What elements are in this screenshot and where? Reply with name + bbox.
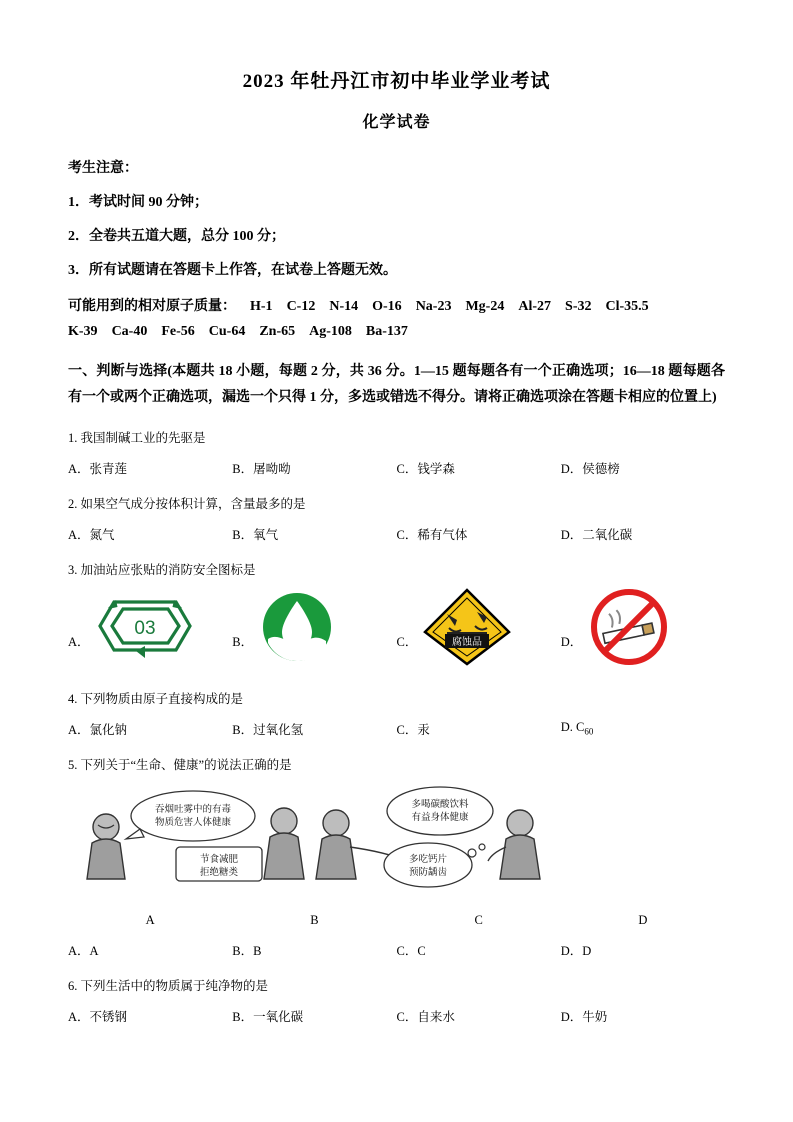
q5-option-b[interactable]: B．B: [232, 943, 262, 958]
svg-text:拒绝糖类: 拒绝糖类: [199, 866, 239, 878]
q5-figure-label-d: D: [638, 912, 648, 927]
svg-text:多喝碳酸饮料: 多喝碳酸饮料: [411, 798, 469, 810]
notice-item-3: 3．所有试题请在答题卡上作答，在试卷上答题无效。: [68, 263, 397, 278]
atomic-mass-1: C-12: [286, 299, 316, 314]
atomic-mass-15: Ba-137: [365, 323, 408, 339]
section-one-heading: 一、判断与选择(本题共 18 小题，每题 2 分，共 36 分。1—15 题每题各有一个正确选项；16—18 题每题各有一个或两个正确选项，漏选一个只得 1 分，多选或错选不得分。请将正确选项涂在答题卡相应的位置上): [68, 364, 725, 405]
atomic-mass-label: 可能用到的相对原子质量：: [68, 299, 236, 314]
q4-option-d[interactable]: D. $C_{60}$: [560, 719, 594, 737]
q3-option-d[interactable]: [561, 584, 725, 670]
q5-figure-label-b: B: [310, 912, 319, 927]
atomic-mass-2: N-14: [329, 299, 359, 314]
figure-person-d: [488, 810, 540, 879]
q5-figure-label-a: A: [145, 912, 155, 927]
page-subtitle: 化学试卷: [362, 114, 431, 131]
q5-option-d[interactable]: D．D: [560, 943, 592, 958]
speech-bubble-c: [387, 787, 493, 835]
q4-option-d-subscript: 60: [584, 726, 594, 737]
svg-text:吞烟吐雾中的有毒: 吞烟吐雾中的有毒: [154, 803, 232, 815]
q6-option-c[interactable]: C．自来水: [396, 1009, 455, 1024]
q4-option-a[interactable]: A．氯化钠: [68, 722, 128, 737]
question-6-options: [68, 1007, 725, 1025]
atomic-mass-9: K-39: [68, 323, 98, 339]
question-2-stem: 2. 如果空气成分按体积计算，含量最多的是: [68, 496, 306, 511]
question-3-options: [68, 582, 725, 672]
q5-option-a[interactable]: A．A: [68, 943, 99, 958]
q3-option-d-label: D．: [560, 634, 583, 649]
q6-option-b[interactable]: B．一氧化碳: [232, 1009, 304, 1024]
q4-option-c[interactable]: C．汞: [396, 722, 430, 737]
q6-option-d[interactable]: D．牛奶: [560, 1009, 608, 1024]
q1-option-a[interactable]: A．张青莲: [68, 461, 128, 476]
q2-option-b[interactable]: B．氧气: [232, 527, 279, 542]
q3-option-b[interactable]: [232, 587, 396, 667]
question-4-options: [68, 720, 725, 738]
speech-bubble-d: [384, 843, 485, 887]
q1-option-b[interactable]: B．屠呦呦: [232, 461, 291, 476]
speech-bubble-a: [126, 791, 255, 841]
q6-option-a[interactable]: A．不锈钢: [68, 1009, 128, 1024]
atomic-mass-7: S-32: [565, 299, 592, 314]
atomic-mass-8: Cl-35.5: [605, 299, 649, 314]
atomic-mass-13: Zn-65: [259, 323, 296, 339]
recycle-icon-text: 03: [134, 617, 156, 639]
atomic-mass-6: Al-27: [518, 299, 552, 314]
atomic-mass-14: Ag-108: [309, 323, 352, 339]
speech-bubble-b: [176, 847, 262, 881]
atomic-mass-block: [68, 295, 725, 344]
q3-option-b-label: B．: [232, 634, 254, 649]
question-5-stem: 5. 下列关于“生命、健康”的说法正确的是: [68, 757, 292, 772]
water-drop-icon: [254, 587, 340, 667]
recycle-03-icon: [90, 588, 200, 666]
question-5-options: [68, 941, 725, 959]
notice-item-2: 2．全卷共五道大题，总分 100 分；: [68, 229, 285, 244]
no-smoking-icon: [583, 584, 675, 670]
q3-option-c[interactable]: [397, 584, 561, 670]
svg-text:节食减肥: 节食减肥: [199, 853, 239, 865]
q1-option-c[interactable]: C．钱学森: [396, 461, 455, 476]
atomic-mass-11: Fe-56: [161, 323, 195, 339]
q2-option-d[interactable]: D．二氧化碳: [560, 527, 633, 542]
figure-person-b: [264, 808, 304, 879]
atomic-mass-12: Cu-64: [208, 323, 246, 339]
question-6-stem: 6. 下列生活中的物质属于纯净物的是: [68, 978, 269, 993]
question-5-figure-labels: [68, 913, 725, 928]
q3-option-a[interactable]: [68, 588, 232, 666]
corrosive-icon-text: 腐蚀品: [451, 636, 482, 648]
q1-option-d[interactable]: D．侯德榜: [560, 461, 620, 476]
q2-option-c[interactable]: C．稀有气体: [396, 527, 468, 542]
svg-text:有益身体健康: 有益身体健康: [411, 811, 469, 823]
corrosive-warning-icon: [419, 584, 515, 670]
atomic-mass-0: H-1: [250, 299, 273, 314]
q5-option-c[interactable]: C．C: [396, 943, 426, 958]
question-5-figure: [68, 781, 725, 911]
q5-figure-label-c: C: [474, 912, 483, 927]
svg-text:预防龋齿: 预防龋齿: [408, 866, 448, 878]
question-2-options: [68, 525, 725, 543]
page-title: 2023 年牡丹江市初中毕业学业考试: [242, 71, 551, 92]
atomic-mass-3: O-16: [372, 299, 402, 314]
question-1-stem: 1. 我国制碱工业的先驱是: [68, 430, 206, 445]
q3-option-a-label: A．: [68, 634, 90, 649]
svg-text:多吃钙片: 多吃钙片: [408, 853, 448, 865]
atomic-mass-10: Ca-40: [111, 323, 148, 339]
notice-item-1: 1．考试时间 90 分钟；: [68, 195, 208, 210]
q3-option-c-label: C．: [396, 634, 418, 649]
notice-heading: 考生注意：: [68, 161, 138, 176]
question-4-stem: 4. 下列物质由原子直接构成的是: [68, 691, 244, 706]
question-1-options: [68, 459, 725, 477]
q2-option-a[interactable]: A．氮气: [68, 527, 115, 542]
atomic-mass-5: Mg-24: [465, 299, 505, 314]
figure-person-a: [87, 814, 125, 879]
question-3-stem: 3. 加油站应张贴的消防安全图标是: [68, 562, 256, 577]
atomic-mass-4: Na-23: [415, 299, 452, 314]
q4-option-b[interactable]: B．过氧化氢: [232, 722, 304, 737]
svg-text:物质危害人体健康: 物质危害人体健康: [154, 816, 232, 828]
